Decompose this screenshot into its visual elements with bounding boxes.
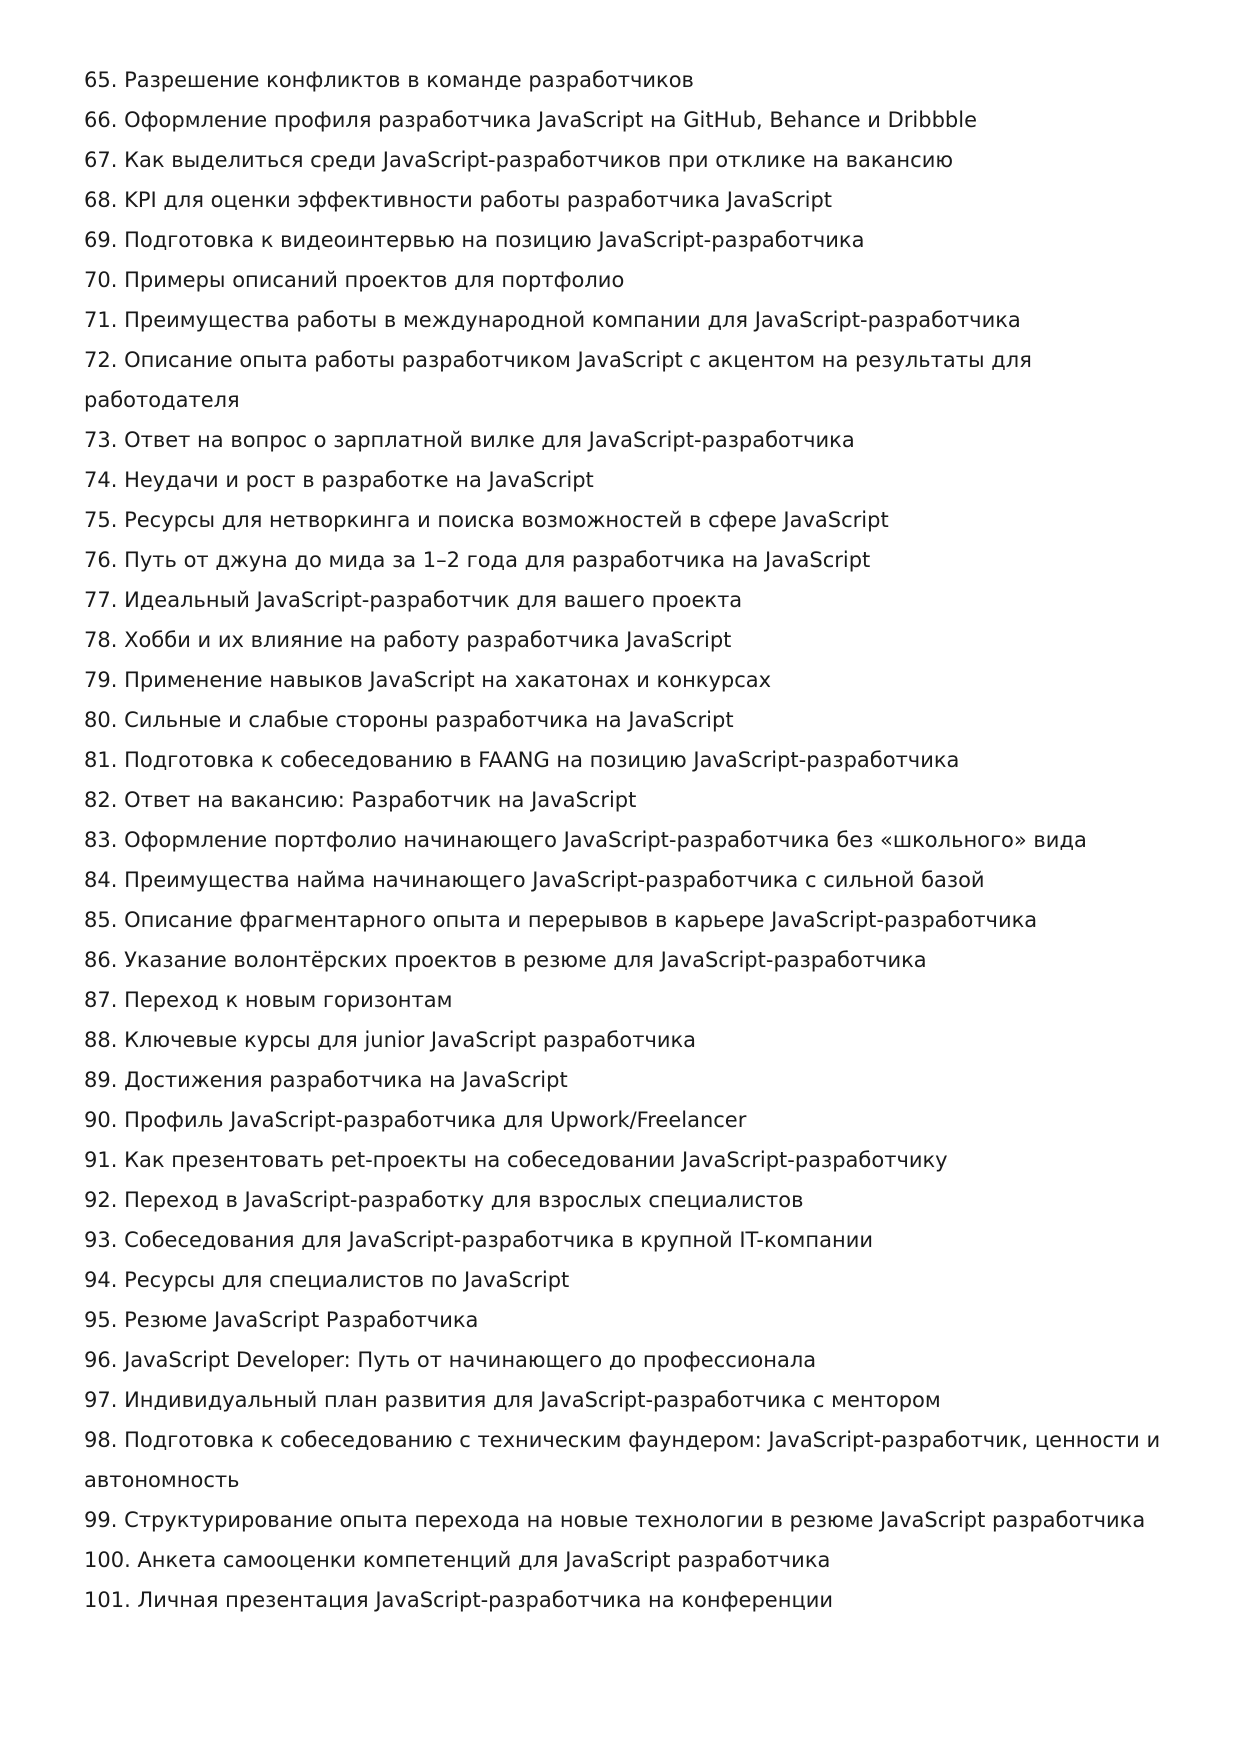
- document-page: [84, 60, 1164, 1620]
- list-item: 66. Оформление профиля разработчика JavaScript на GitHub, Behance и Dribbble: [84, 108, 978, 132]
- list-item: 76. Путь от джуна до мида за 1–2 года для разработчика на JavaScript: [84, 548, 871, 572]
- list-item: 70. Примеры описаний проектов для портфолио: [84, 268, 625, 292]
- list-item: 67. Как выделиться среди JavaScript-разработчиков при отклике на вакансию: [84, 148, 954, 172]
- list-item: 89. Достижения разработчика на JavaScript: [84, 1068, 568, 1092]
- list-item: 84. Преимущества найма начинающего JavaScript-разработчика с сильной базой: [84, 868, 985, 892]
- list-item: 91. Как презентовать pet-проекты на собеседовании JavaScript-разработчику: [84, 1148, 948, 1172]
- list-item: 90. Профиль JavaScript-разработчика для Upwork/Freelancer: [84, 1108, 747, 1132]
- list-item: 72. Описание опыта работы разработчиком JavaScript с акцентом на результаты для работодателя: [84, 348, 1032, 412]
- list-item: 77. Идеальный JavaScript-разработчик для вашего проекта: [84, 588, 743, 612]
- list-item: 95. Резюме JavaScript Разработчика: [84, 1308, 479, 1332]
- list-item: 80. Сильные и слабые стороны разработчика на JavaScript: [84, 708, 734, 732]
- list-item: 92. Переход в JavaScript-разработку для взрослых специалистов: [84, 1188, 804, 1212]
- list-item: 87. Переход к новым горизонтам: [84, 988, 453, 1012]
- list-item: 101. Личная презентация JavaScript-разработчика на конференции: [84, 1588, 834, 1612]
- list-item: 97. Индивидуальный план развития для JavaScript-разработчика с ментором: [84, 1388, 941, 1412]
- list-item: 85. Описание фрагментарного опыта и перерывов в карьере JavaScript-разработчика: [84, 908, 1038, 932]
- list-item: 65. Разрешение конфликтов в команде разработчиков: [84, 68, 694, 92]
- topic-list: [84, 60, 1164, 1620]
- list-item: 82. Ответ на вакансию: Разработчик на JavaScript: [84, 788, 637, 812]
- list-item: 94. Ресурсы для специалистов по JavaScript: [84, 1268, 570, 1292]
- list-item: 68. KPI для оценки эффективности работы разработчика JavaScript: [84, 188, 833, 212]
- list-item: 73. Ответ на вопрос о зарплатной вилке для JavaScript-разработчика: [84, 428, 855, 452]
- list-item: 79. Применение навыков JavaScript на хакатонах и конкурсах: [84, 668, 772, 692]
- list-item: 81. Подготовка к собеседованию в FAANG на позицию JavaScript-разработчика: [84, 748, 960, 772]
- list-item: 75. Ресурсы для нетворкинга и поиска возможностей в сфере JavaScript: [84, 508, 889, 532]
- list-item: 71. Преимущества работы в международной компании для JavaScript-разработчика: [84, 308, 1021, 332]
- list-item: 93. Собеседования для JavaScript-разработчика в крупной IT-компании: [84, 1228, 873, 1252]
- list-item: 99. Структурирование опыта перехода на новые технологии в резюме JavaScript разработчика: [84, 1508, 1146, 1532]
- list-item: 100. Анкета самооценки компетенций для JavaScript разработчика: [84, 1548, 831, 1572]
- list-item: 88. Ключевые курсы для junior JavaScript разработчика: [84, 1028, 697, 1052]
- list-item: 96. JavaScript Developer: Путь от начинающего до профессионала: [84, 1348, 817, 1372]
- list-item: 86. Указание волонтёрских проектов в резюме для JavaScript-разработчика: [84, 948, 927, 972]
- list-item: 78. Хобби и их влияние на работу разработчика JavaScript: [84, 628, 732, 652]
- list-item: 69. Подготовка к видеоинтервью на позицию JavaScript-разработчика: [84, 228, 865, 252]
- list-item: 98. Подготовка к собеседованию с техническим фаундером: JavaScript-разработчик, ценности и автономность: [84, 1428, 1161, 1492]
- list-item: 83. Оформление портфолио начинающего JavaScript-разработчика без «школьного» вида: [84, 828, 1087, 852]
- list-item: 74. Неудачи и рост в разработке на JavaScript: [84, 468, 594, 492]
